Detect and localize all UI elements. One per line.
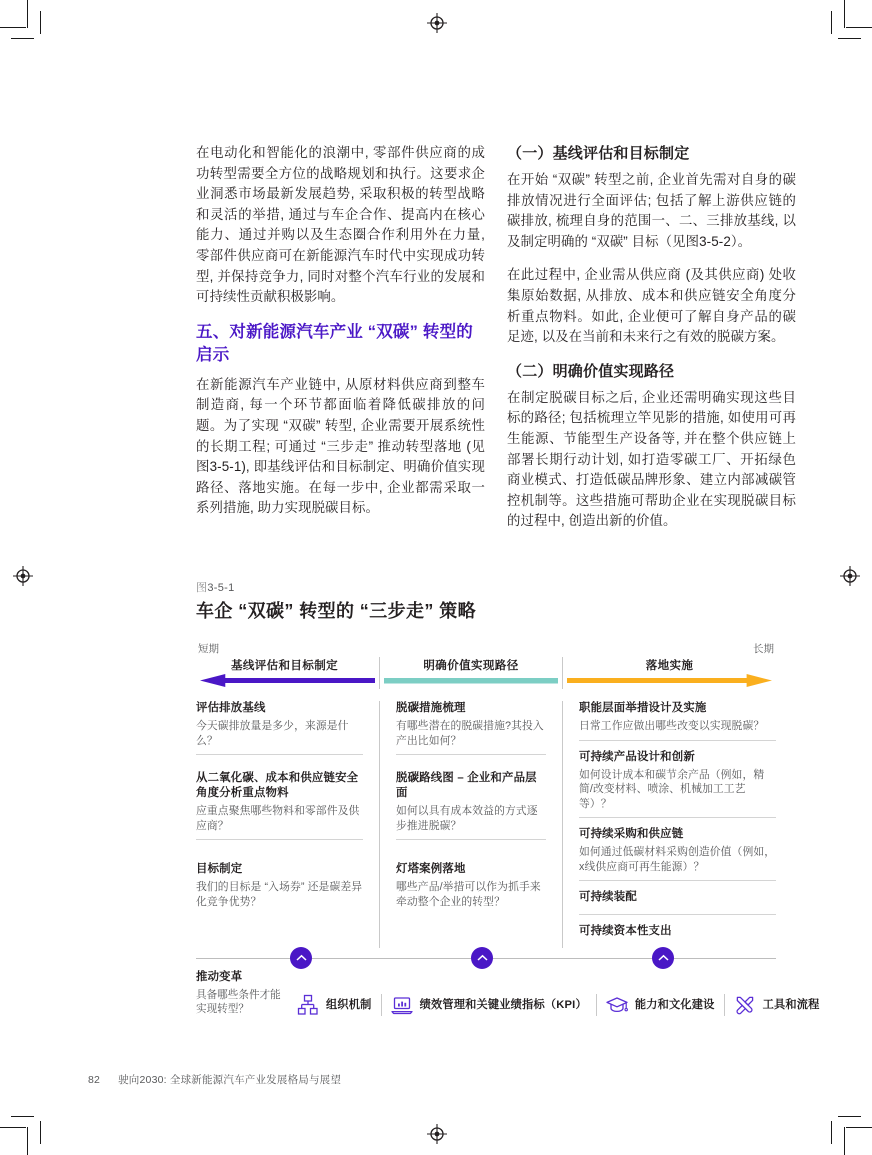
crop-mark-bottom-right-inner-v	[831, 1121, 832, 1144]
registration-mark-right	[840, 566, 858, 584]
registration-mark-left	[13, 566, 31, 584]
step-item-title: 脱碳路线图 – 企业和产品层面	[396, 772, 537, 800]
enabler-question: 具备哪些条件才能实现转型？	[196, 989, 281, 1016]
footer-book-title: 驶向2030: 全球新能源汽车产业发展格局与展望	[118, 1074, 342, 1086]
crop-mark-top-left-inner-v	[40, 11, 41, 34]
chevron-up-icon	[290, 947, 312, 969]
crop-mark-bottom-right-inner-h	[838, 1116, 861, 1117]
crop-mark-top-right-inner-v	[831, 11, 832, 34]
figure-number-value: 3-5-1	[207, 581, 235, 594]
figure-number	[196, 579, 776, 595]
step-item	[396, 839, 546, 915]
section-heading: 五、对新能源汽车产业 “双碳” 转型的启示	[196, 322, 473, 364]
axis-start-label: 短期	[198, 642, 219, 655]
enabler-label: 绩效管理和关键业绩指标（KPI）	[419, 998, 587, 1011]
crop-mark-bottom-left-inner-v	[40, 1121, 41, 1144]
chevron-up-icon	[471, 947, 493, 969]
enabler-divider-rule	[196, 958, 776, 959]
crop-mark-top-left-h	[0, 27, 26, 28]
step-item	[579, 880, 776, 914]
step-item-title: 灯塔案例落地	[396, 863, 466, 876]
figure-step-columns	[196, 701, 776, 949]
bar-teal	[380, 673, 562, 689]
phase-band-baseline	[196, 657, 379, 689]
subsection-heading-two: （二）明确价值实现路径	[507, 362, 675, 380]
enabler-item-tools	[724, 994, 829, 1016]
section-paragraph: 在新能源汽车产业链中, 从原材料供应商到整车制造商, 每一个环节都面临着降低碳排放的问题。为了实现 “双碳” 转型, 企业需要开展系统性的长期工程; 可通过 “三步走” 推动转型落地 (见图3-5-1), 即基线评估和目标制定、明确价值实现路径、落地实施。在每一步中, 企业都需采取一系列措施, 助力实现脱碳目标。	[196, 376, 485, 516]
figure-3-5-1	[196, 579, 820, 1017]
enabler-label: 能力和文化建设	[634, 998, 715, 1011]
text-columns	[196, 143, 796, 545]
crop-mark-top-right-inner-h	[838, 38, 861, 39]
step-item-desc: 有哪些潜在的脱碳措施?其投入产出比如何？	[396, 719, 544, 747]
phase-band-implementation	[562, 657, 776, 689]
page-content	[196, 143, 820, 1016]
crop-mark-bottom-right-h	[846, 1127, 872, 1128]
figure-number-prefix: 图	[196, 581, 208, 594]
graduation-cap-icon	[606, 994, 628, 1016]
step-item-desc: 如何设计成本和碳节余产品（例如，精简/改变材料、喷涂、机械加工工艺等）？	[579, 768, 765, 810]
phase-band-value-path-label: 明确价值实现路径	[423, 659, 519, 672]
step-item-desc: 如何通过低碳材料采购创造价值（例如，x线供应商可再生能源）？	[579, 846, 776, 873]
laptop-chart-icon	[391, 994, 413, 1016]
figure-phase-bands	[196, 657, 776, 689]
subsection-one-paragraph-one: 在开始 “双碳” 转型之前, 企业首先需对自身的碳排放情况进行全面评估; 包括了解上游供应链的碳排放, 梳理自身的范围一、二、三排放基线, 以及制定明确的 “双碳” 目标（见图3-5-2）。	[507, 172, 796, 249]
step-column-implementation	[562, 701, 776, 949]
step-item	[396, 701, 546, 754]
step-item	[396, 754, 546, 839]
phase-band-baseline-label: 基线评估和目标制定	[230, 659, 339, 672]
tools-icon	[734, 994, 756, 1016]
step-item-title: 从二氧化碳、成本和供应链安全角度分析重点物料	[196, 772, 359, 800]
enabler-item-organization	[288, 994, 381, 1016]
phase-band-value-path	[379, 657, 562, 689]
step-column-baseline	[196, 701, 379, 949]
subsection-heading-one: （一）基线评估和目标制定	[507, 145, 690, 162]
step-item	[579, 740, 776, 818]
arrow-left-purple	[196, 673, 379, 689]
crop-mark-top-left-inner-h	[11, 38, 34, 39]
step-item-title: 目标制定	[196, 863, 243, 876]
crop-mark-bottom-left-v	[27, 1127, 28, 1155]
crop-mark-bottom-left-inner-h	[11, 1116, 34, 1117]
step-column-value-path	[379, 701, 562, 949]
footer-page-number: 82	[88, 1074, 101, 1086]
enabler-intro	[196, 968, 288, 1016]
enabler-items-row	[196, 968, 820, 1016]
figure-enablers	[196, 958, 820, 1016]
step-item	[196, 754, 363, 839]
enabler-title: 推动变革	[196, 971, 243, 984]
figure-axis-endpoints	[196, 641, 776, 655]
registration-mark-top	[427, 13, 445, 31]
step-item-title: 可持续采购和供应链	[579, 828, 684, 841]
step-item-title: 可持续资本性支出	[579, 925, 672, 938]
chevron-up-icon	[652, 947, 674, 969]
step-item-desc: 应重点聚焦哪些物料和零部件及供应商？	[196, 805, 360, 832]
step-item-desc: 日常工作应做出哪些改变以实现脱碳？	[579, 719, 765, 732]
step-item-desc: 如何以具有成本效益的方式逐步推进脱碳？	[396, 805, 538, 832]
step-item	[196, 839, 363, 915]
subsection-one-paragraph-two: 在此过程中, 企业需从供应商 (及其供应商) 处收集原始数据, 从排放、成本和供应链安全角度分析重点物料。如此, 企业便可了解自身产品的碳足迹, 以及在当前和未来行之有效的脱碳方案。	[507, 267, 796, 345]
left-text-column	[196, 143, 485, 532]
phase-band-implementation-label: 落地实施	[645, 659, 694, 672]
axis-end-label: 长期	[753, 642, 774, 655]
step-item-title: 脱碳措施梳理	[396, 701, 466, 714]
crop-mark-top-right-h	[846, 27, 872, 28]
enabler-item-kpi	[381, 994, 596, 1016]
step-item-desc: 哪些产品/举措可以作为抓手来牵动整个企业的转型？	[396, 881, 541, 908]
step-item-title: 评估排放基线	[196, 701, 266, 714]
step-item-title: 可持续产品设计和创新	[579, 750, 695, 763]
enabler-item-capability	[596, 994, 724, 1016]
org-chart-icon	[297, 994, 319, 1016]
crop-mark-top-right-v	[844, 0, 845, 28]
registration-mark-bottom	[427, 1124, 445, 1142]
arrow-right-orange	[563, 673, 776, 689]
page-footer	[88, 1072, 341, 1087]
right-text-column	[507, 143, 796, 545]
figure-title: 车企 “双碳” 转型的 “三步走” 策略	[196, 600, 477, 621]
crop-mark-bottom-left-h	[0, 1127, 26, 1128]
subsection-two-paragraph: 在制定脱碳目标之后, 企业还需明确实现这些目标的路径; 包括梳理立竿见影的措施, 如使用可再生能源、节能型生产设备等, 并在整个供应链上部署长期行动计划, 如打造零碳工厂、开拓绿色商业模式、打造低碳品牌形象、建立内部减碳管控机制等。这些措施可帮助企业在实现脱碳目标的过程中, 创造出新的价值。	[507, 389, 796, 529]
intro-paragraph: 在电动化和智能化的浪潮中, 零部件供应商的成功转型需要全方位的战略规划和执行。这要求企业洞悉市场最新发展趋势, 采取积极的转型战略和灵活的举措, 通过与车企合作、提高内在核心能力、通过并购以及生态圈合作利用外在力量, 零部件供应商可在新能源汽车时代中实现成功转型, 并保持竞争力, 同时对整个汽车行业的发展和可持续性贡献积极影响。	[196, 145, 485, 305]
step-item	[579, 914, 776, 948]
step-item	[196, 701, 363, 754]
crop-mark-bottom-right-v	[844, 1127, 845, 1155]
step-item-title: 职能层面举措设计及实施	[579, 701, 707, 714]
step-item	[579, 817, 776, 880]
step-item-title: 可持续装配	[579, 891, 637, 904]
step-item	[579, 701, 776, 740]
step-item-desc: 我们的目标是 “入场券” 还是碳差异化竞争优势？	[196, 881, 363, 908]
crop-mark-top-left-v	[27, 0, 28, 28]
step-item-desc: 今天碳排放量是多少，来源是什么？	[196, 719, 349, 747]
enabler-label: 组织机制	[326, 998, 372, 1011]
enabler-label: 工具和流程	[762, 998, 820, 1011]
